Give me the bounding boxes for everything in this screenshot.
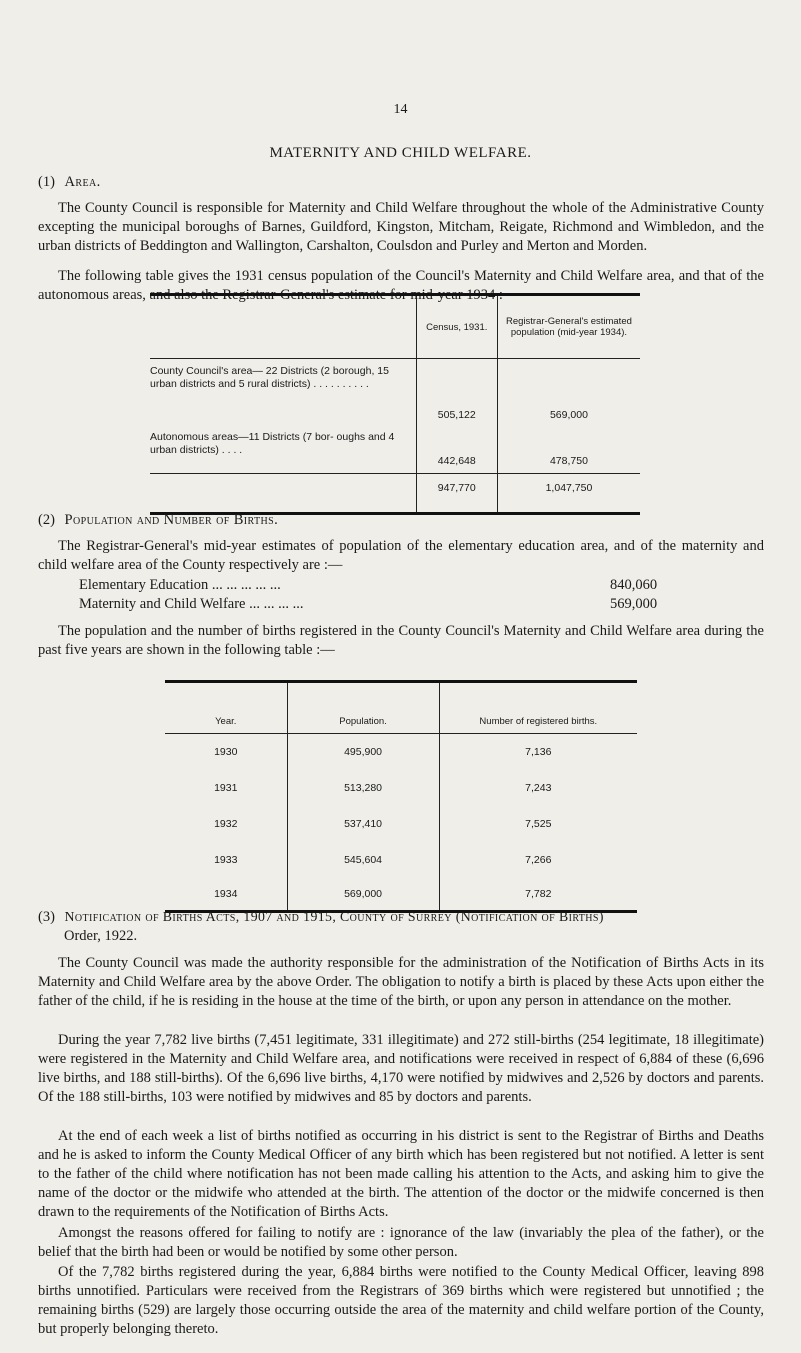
cell-year: 1932 (214, 817, 238, 830)
cell-population: 495,900 (287, 734, 439, 770)
list-item (79, 596, 303, 613)
cell-births: 7,243 (439, 770, 637, 806)
row-estimate: 569,000 (497, 359, 640, 426)
section-1-heading (38, 174, 101, 191)
table-header-row (165, 682, 637, 734)
cell-population: 513,280 (287, 770, 439, 806)
section-2-paragraph-1: The Registrar-General's mid-year estimates of population of the elementary education area, and of the maternity and child welfare area of the County respectively are :— (38, 538, 764, 573)
table-header-blank (150, 295, 416, 359)
cell-population: 537,410 (287, 806, 439, 842)
table-row (165, 806, 637, 842)
section-3-heading (38, 909, 604, 926)
section-1-title: Area. (64, 174, 101, 190)
total-census: 947,770 (416, 474, 497, 514)
cell-population: 545,604 (287, 842, 439, 878)
section-3-title-line-2: Order, 1922. (64, 928, 138, 944)
table-header-year: Year. (165, 682, 287, 734)
section-3-number: (3) (38, 909, 55, 925)
section-1-paragraph-1: The County Council is responsible for Maternity and Child Welfare throughout the whole of the Administrative County excepting the municipal boroughs of Barnes, Guildford, Kingston, Mitcham, Reigate, Richmond and Wimbledon, and the urban districts of Beddington and Wallington, Carshalton, Coulsdon and Purley and Merton and Morden. (38, 200, 764, 254)
section-3-paragraph-2: During the year 7,782 live births (7,451 legitimate, 331 illegitimate) and 272 still-births (254 legitimate, 18 illegitimate) were registered in the Maternity and Child Welfare area, and notifications were received in respect of 6,884 of these (6,696 live births, and 188 still-births). Of the 6,696 live births, 4,170 were notified by midwives and 2,526 by doctors and parents. Of the 188 still-births, 103 were notified by midwives and 85 by doctors and parents. (38, 1032, 764, 1105)
cell-year: 1933 (214, 853, 238, 866)
table-row (150, 425, 640, 474)
cell-year: 1931 (214, 781, 238, 794)
cell-births: 7,525 (439, 806, 637, 842)
cell-year: 1934 (214, 887, 238, 900)
table-row (165, 842, 637, 878)
row-estimate: 478,750 (497, 425, 640, 474)
births-table (165, 680, 637, 913)
section-3-paragraph-1: The County Council was made the authority responsible for the administration of the Notification of Births Acts in its Maternity and Child Welfare area by the above Order. The obligation to notify a birth is placed by these Acts upon either the father of the child, if he is residing in the house at the time of the birth, or upon any person in attendance on the mother. (38, 955, 764, 1009)
section-2-number: (2) (38, 512, 55, 528)
table-header-row (150, 295, 640, 359)
section-3-title-line-1: Notification of Births Acts, 1907 and 1915, County of Surrey (Notification of Births) (64, 909, 604, 924)
cell-births: 7,136 (439, 734, 637, 770)
total-label-blank (150, 474, 416, 514)
section-3-paragraph-4: Amongst the reasons offered for failing to notify are : ignorance of the law (invariably the plea of the father), or the belief that the birth had been or would be notified by some other person. (38, 1225, 764, 1260)
table-total-row (150, 474, 640, 514)
cell-population: 569,000 (287, 878, 439, 912)
row-census: 505,122 (416, 359, 497, 426)
cell-births: 7,782 (439, 878, 637, 912)
table-row (150, 359, 640, 426)
section-3-paragraph-3: At the end of each week a list of births notified as occurring in his district is sent to the Registrar of Births and Deaths and he is asked to inform the County Medical Officer of any birth which has been registered but not notified. A letter is sent to the father of the child where notification has not been made calling his attention to the Acts, and asking him to give the name of the doctor or the midwife who attended at the birth. The attention of the doctor or the midwife concerned is then drawn to the requirements of the Notification of Births Acts. (38, 1128, 764, 1220)
row-label: Autonomous areas—11 Districts (7 bor- oughs and 4 urban districts) . . . . (150, 425, 416, 474)
section-2-title: Population and Number of Births. (64, 512, 279, 528)
section-3-paragraph-5: Of the 7,782 births registered during the year, 6,884 births were notified to the County Medical Officer, leaving 898 births unnotified. Particulars were received from the Registrars of 369 births which were registered but unnotified ; the remaining births (529) are largely those occurring outside the area of the maternity and child welfare portion of the County, but properly belonging thereto. (38, 1264, 764, 1337)
population-table (150, 293, 640, 515)
table-row (165, 734, 637, 770)
table-row (165, 878, 637, 912)
list-item-label: Elementary Education ... ... ... ... ... (79, 577, 281, 593)
table-header-census: Census, 1931. (416, 295, 497, 359)
row-census: 442,648 (416, 425, 497, 474)
total-estimate: 1,047,750 (497, 474, 640, 514)
row-label: County Council's area— 22 Districts (2 borough, 15 urban districts and 5 rural districts) . . . . . . . . . . (150, 365, 389, 390)
page-title: MATERNITY AND CHILD WELFARE. (269, 145, 532, 161)
table-header-births: Number of registered births. (439, 682, 637, 734)
list-item-value: 569,000 (610, 596, 658, 612)
list-item-label: Maternity and Child Welfare ... ... ... ... (79, 596, 304, 612)
section-2-paragraph-2: The population and the number of births registered in the County Council's Maternity and Child Welfare area during the past five years are shown in the following table :— (38, 623, 764, 658)
table-row (165, 770, 637, 806)
cell-births: 7,266 (439, 842, 637, 878)
section-2-heading (38, 512, 278, 529)
table-header-population: Population. (287, 682, 439, 734)
page-number: 14 (393, 102, 408, 117)
list-item-value: 840,060 (610, 577, 658, 593)
section-1-paragraph-2: The following table gives the 1931 census population of the Council's Maternity and Child Welfare area, and that of the autonomous areas, and also the Registrar-General's estimate for mid-year 1934 :— (38, 268, 764, 303)
table-header-estimate: Registrar-General's estimated population (mid-year 1934). (497, 295, 640, 359)
section-1-number: (1) (38, 174, 55, 190)
list-item (79, 577, 281, 594)
cell-year: 1930 (214, 745, 238, 758)
